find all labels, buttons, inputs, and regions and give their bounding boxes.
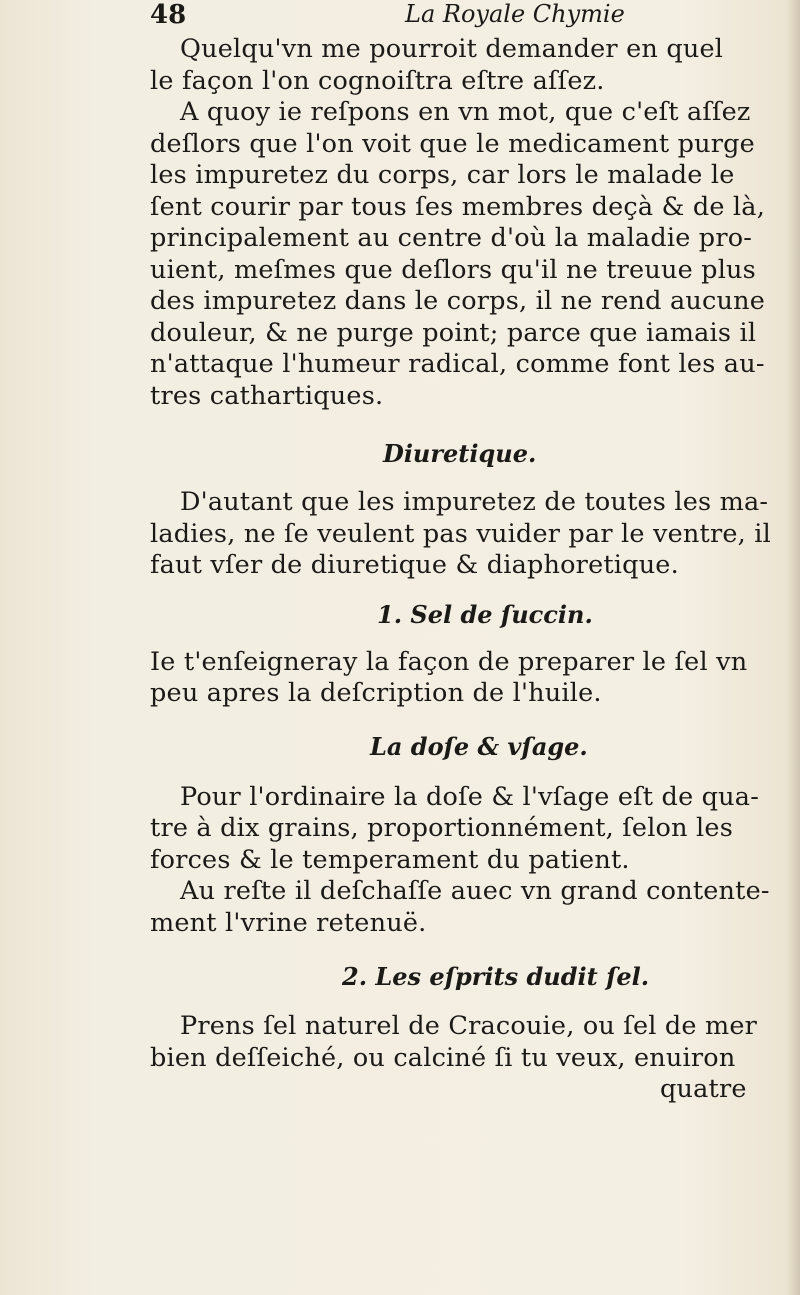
text-line: Au reſte il deſchaſſe auec vn grand contente- [180, 876, 770, 906]
page-header [150, 0, 750, 36]
section-heading: 2. Les eſprits dudit ſel. [342, 962, 650, 991]
text-line: tre à dix grains, proportionnément, ſelon les [150, 813, 733, 843]
catchword: quatre [660, 1074, 747, 1104]
running-head: La Royale Chymie [405, 0, 625, 28]
page-number: 48 [150, 0, 187, 30]
text-line: A quoy ie reſpons en vn mot, que c'eſt aſſez [180, 97, 751, 127]
text-line: des impuretez dans le corps, il ne rend aucune [150, 286, 765, 316]
text-line: bien deſſeiché, ou calciné ſi tu veux, enuiron [150, 1042, 736, 1073]
text-line: ladies, ne ſe veulent pas vuider par le ventre, il [150, 518, 771, 549]
text-line: Pour l'ordinaire la doſe & l'vſage eſt de qua- [180, 781, 760, 812]
text-line: ment l'vrine retenuë. [150, 907, 427, 938]
text-line: les impuretez du corps, car lors le malade le [150, 160, 735, 190]
text-line: le façon l'on cognoiſtra eſtre aſſez. [150, 65, 605, 96]
text-line: D'autant que les impuretez de toutes les ma- [180, 487, 769, 517]
body-text [150, 34, 790, 1106]
text-line: principalement au centre d'où la maladie pro- [150, 223, 753, 253]
text-line: ſent courir par tous ſes membres deçà & de là, [150, 191, 765, 222]
text-line: faut vſer de diuretique & diaphoretique. [150, 550, 679, 580]
section-heading: Diuretique. [383, 439, 537, 468]
text-line: deſlors que l'on voit que le medicament purge [150, 128, 755, 159]
text-line: Ie t'enſeigneray la façon de preparer le ſel vn [150, 646, 748, 677]
text-line: tres cathartiques. [150, 380, 384, 411]
text-line: forces & le temperament du patient. [150, 844, 630, 875]
text-line: uient, meſmes que deſlors qu'il ne treuue plus [150, 254, 756, 285]
text-line: n'attaque l'humeur radical, comme font les au- [150, 349, 765, 379]
section-heading: La doſe & vſage. [370, 731, 588, 761]
text-line: Quelqu'vn me pourroit demander en quel [180, 34, 724, 64]
text-line: Prens ſel naturel de Cracouie, ou ſel de mer [180, 1011, 758, 1041]
text-line: douleur, & ne purge point; parce que iamais il [150, 317, 757, 348]
section-heading: 1. Sel de ſuccin. [377, 599, 593, 629]
text-line: peu apres la deſcription de l'huile. [150, 678, 602, 708]
